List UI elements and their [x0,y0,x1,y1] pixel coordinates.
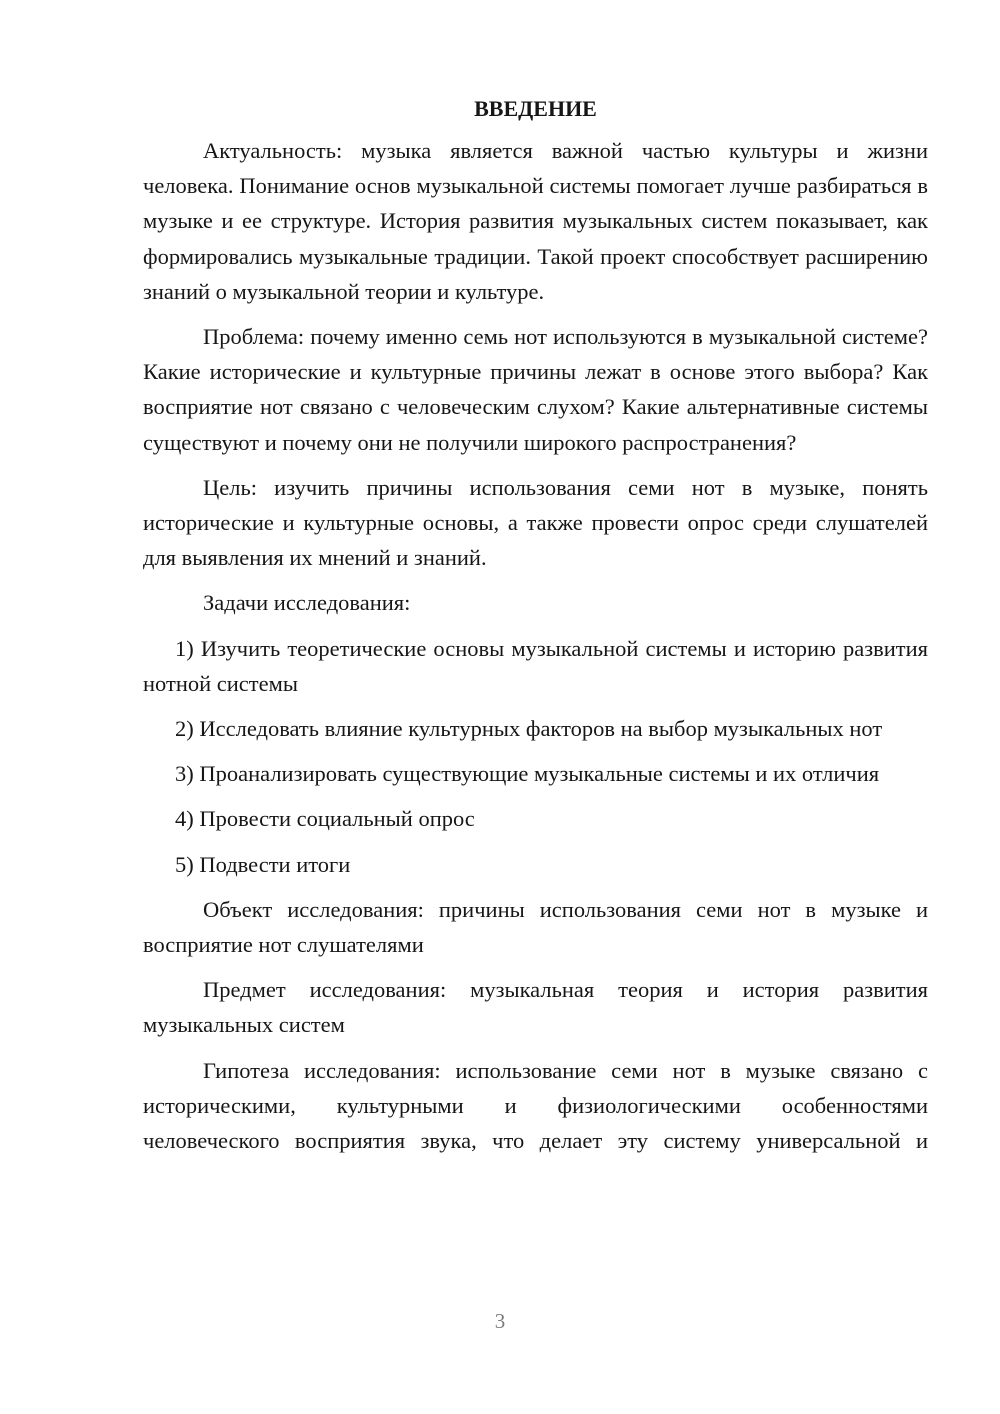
paragraph-object: Объект исследования: причины использования семи нот в музыке и восприятие нот слушателями [143,896,928,958]
page-title: ВВЕДЕНИЕ [474,96,597,121]
tasks-heading: Задачи исследования: [203,590,411,616]
list-item: 5) Подвести итоги [175,851,351,877]
list-item: 3) Проанализировать существующие музыкальные системы и их отличия [175,761,880,787]
list-item: 1) Изучить теоретические основы музыкальной системы и историю развития нотной системы [143,635,928,696]
page-number: 3 [494,1309,506,1333]
paragraph-relevance: Актуальность: музыка является важной частью культуры и жизни человека. Понимание основ музыкальной системы помогает лучше разбираться в музыке и ее структуре. История развития музыкальных систем показывает, как формировались музыкальные традиции. Такой проект способствует расширению знаний о музыкальной теории и культуре. [143,138,928,304]
document-page [143,91,928,1168]
paragraph-problem: Проблема: почему именно семь нот используются в музыкальной системе? Какие исторические и культурные причины лежат в основе этого выбора? Как восприятие нот связано с человеческим слухом? Какие альтернативные системы существуют и почему они не получили широкого распространения? [143,324,928,455]
list-item: 4) Провести социальный опрос [175,806,475,832]
paragraph-goal: Цель: изучить причины использования семи нот в музыке, понять исторические и культурные основы, а также провести опрос среди слушателей для выявления их мнений и знаний. [143,474,928,571]
paragraph-hypothesis: Гипотеза исследования: использование семи нот в музыке связано с историческими, культурными и физиологическими особенностями человеческого восприятия звука, что делает эту систему универсальной и [143,1057,928,1154]
list-item: 2) Исследовать влияние культурных факторов на выбор музыкальных нот [175,716,883,742]
paragraph-subject: Предмет исследования: музыкальная теория и история развития музыкальных систем [143,977,928,1038]
